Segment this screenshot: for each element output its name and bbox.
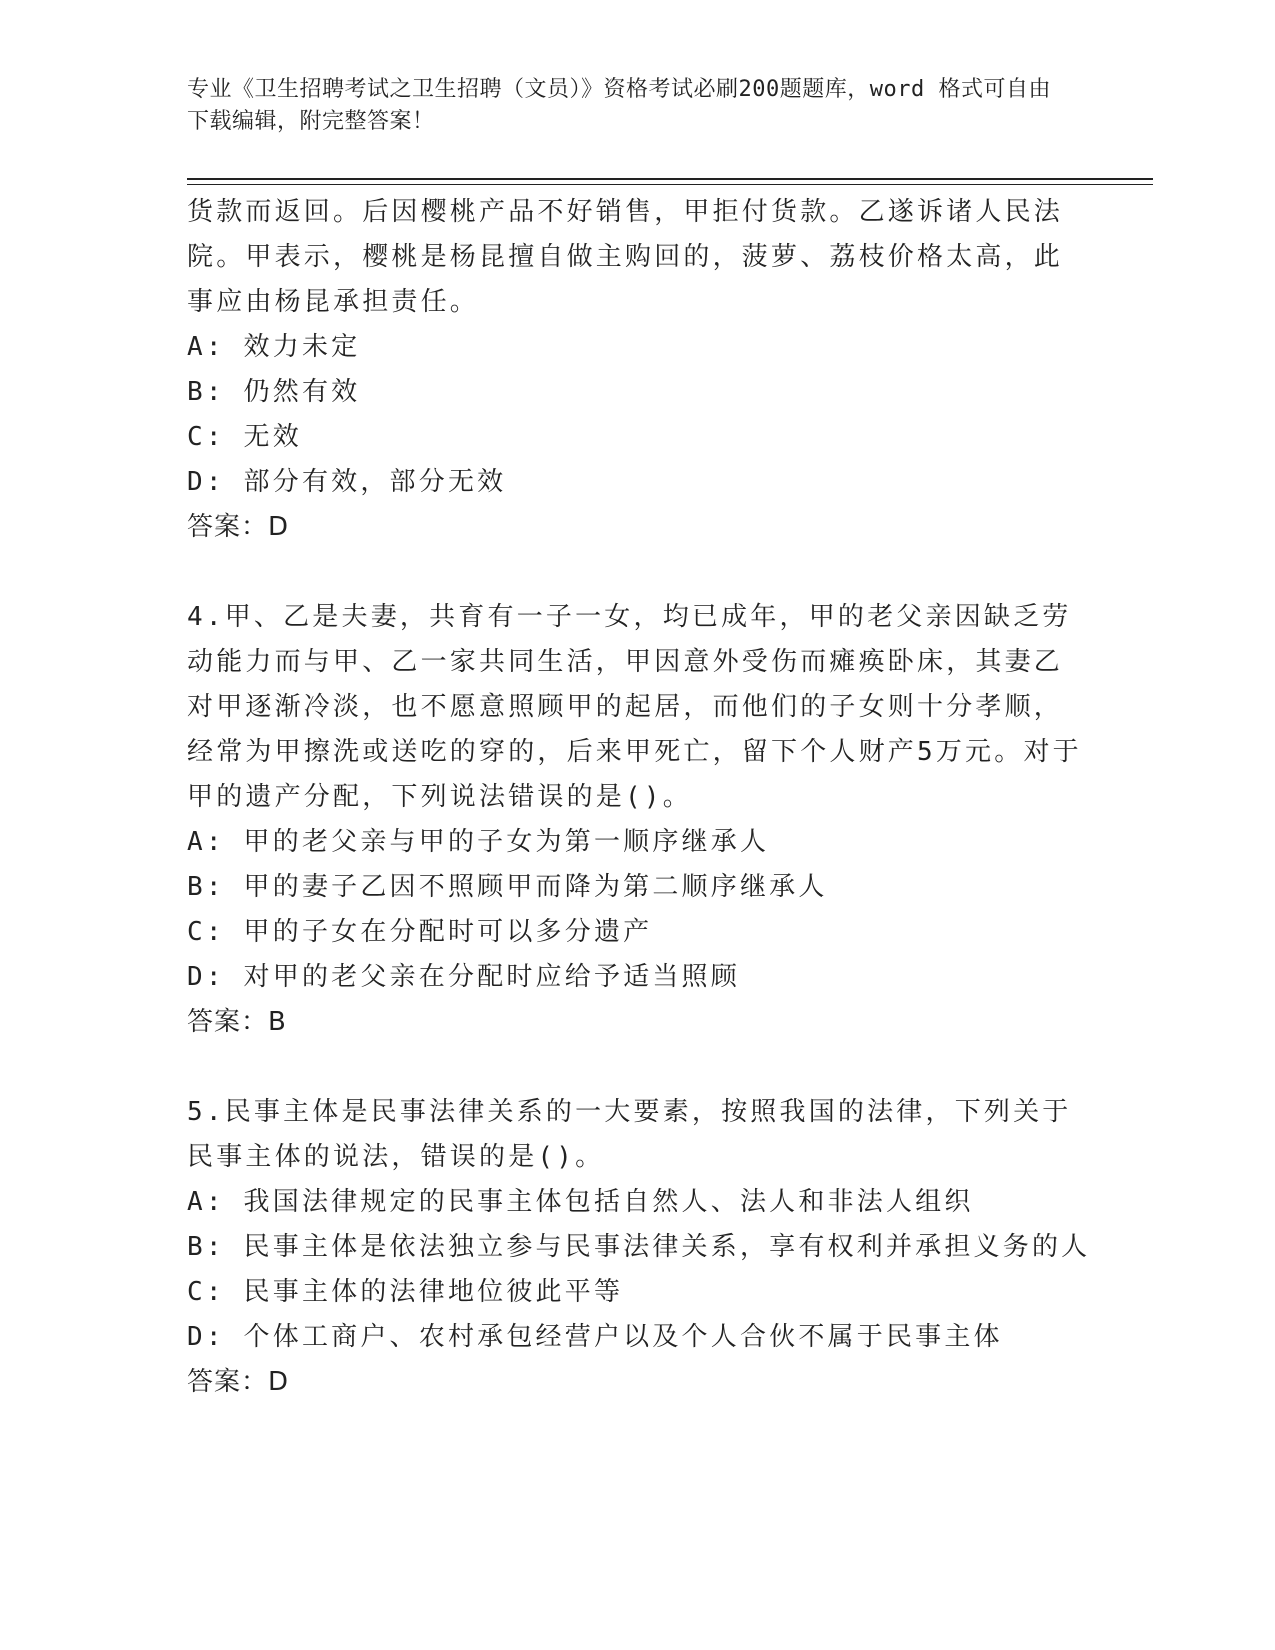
option-c: C: 甲的子女在分配时可以多分遗产 <box>187 917 653 947</box>
question-3-continued <box>187 190 1087 550</box>
option-a: A: 效力未定 <box>187 332 361 362</box>
answer-label: 答案：D <box>187 1367 290 1397</box>
option-c: C: 无效 <box>187 422 302 452</box>
answer-label: 答案：B <box>187 1007 287 1037</box>
option-d: D: 对甲的老父亲在分配时应给予适当照顾 <box>187 962 740 992</box>
option-a: A: 我国法律规定的民事主体包括自然人、法人和非法人组织 <box>187 1187 974 1217</box>
question-stem-continued: 货款而返回。后因樱桃产品不好销售，甲拒付货款。乙遂诉诸人民法院。甲表示，樱桃是杨昆擅自做主购回的，菠萝、荔枝价格太高，此事应由杨昆承担责任。 <box>187 197 1064 317</box>
header-rule-thin <box>187 184 1153 185</box>
option-b: B: 甲的妻子乙因不照顾甲而降为第二顺序继承人 <box>187 872 828 902</box>
option-d: D: 个体工商户、农村承包经营户以及个人合伙不属于民事主体 <box>187 1322 1003 1352</box>
option-d: D: 部分有效，部分无效 <box>187 467 507 497</box>
question-stem: 5.民事主体是民事法律关系的一大要素，按照我国的法律，下列关于民事主体的说法，错误的是()。 <box>187 1097 1072 1172</box>
option-c: C: 民事主体的法律地位彼此平等 <box>187 1277 624 1307</box>
document-title: 专业《卫生招聘考试之卫生招聘（文员）》资格考试必刷200题题库，word 格式可自由下载编辑，附完整答案！ <box>187 77 1051 134</box>
option-b: B: 民事主体是依法独立参与民事法律关系，享有权利并承担义务的人 <box>187 1232 1091 1262</box>
question-5 <box>187 1090 1091 1405</box>
page-header <box>187 74 1067 138</box>
question-4 <box>187 595 1087 1045</box>
answer-label: 答案：D <box>187 512 290 542</box>
document-body <box>187 190 1091 1405</box>
header-rule-thick <box>187 178 1153 180</box>
question-stem: 4.甲、乙是夫妻，共育有一子一女，均已成年，甲的老父亲因缺乏劳动能力而与甲、乙一家共同生活，甲因意外受伤而瘫痪卧床，其妻乙对甲逐渐冷淡，也不愿意照顾甲的起居，而他们的子女则十分孝顺，经常为甲擦洗或送吃的穿的，后来甲死亡，留下个人财产5万元。对于甲的遗产分配，下列说法错误的是()。 <box>187 602 1082 812</box>
option-b: B: 仍然有效 <box>187 377 361 407</box>
option-a: A: 甲的老父亲与甲的子女为第一顺序继承人 <box>187 827 770 857</box>
